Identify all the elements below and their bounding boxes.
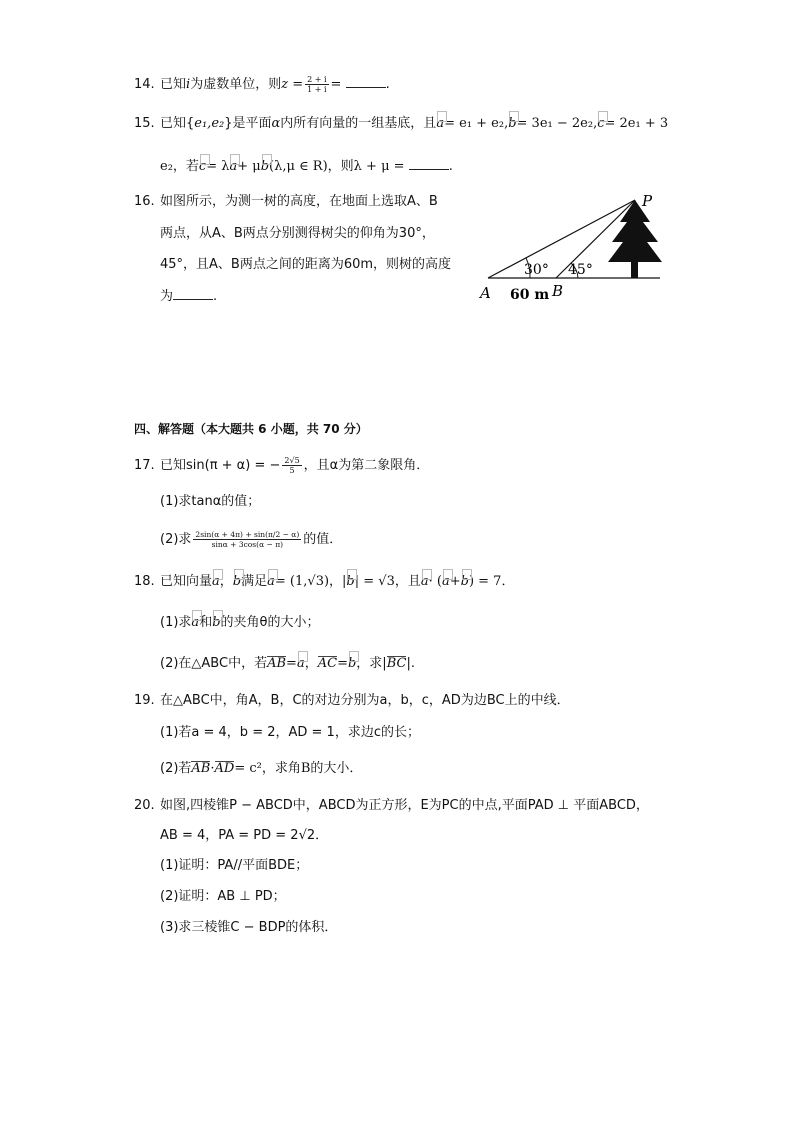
text: 在△ABC中，角A，B，C的对边分别为a，b，c，AD为边BC上的中线． [160,693,570,708]
math: = (1,√3)，| [274,574,347,589]
vector-a: a [191,613,199,633]
tree-icon [608,200,662,278]
text: 两点，从A、B两点分别测得树尖的仰角为30°， [160,226,435,241]
question-20-part3: (3)求三棱锥C − BDP的体积． [160,920,338,935]
vector-b: b [508,114,516,134]
question-number: 19. [134,693,155,708]
vector-c: c [597,114,604,134]
question-18-part1 [160,613,320,633]
question-20-part1: (1)证明：PA//平面BDE； [160,858,309,873]
text: |. [406,656,415,671]
math: = λ [206,159,230,174]
text: . [213,289,218,304]
text: 已知 [160,77,187,92]
math: (λ,μ ∈ R)，则 [269,159,354,174]
vector-ad: AD [214,761,235,776]
question-17-part2 [160,530,342,550]
text: 和 [199,615,213,630]
text: 为 [160,289,174,304]
angle-label-30: 30° [524,262,549,278]
question-number: 15. [134,116,155,131]
text: 满足 [241,574,268,589]
question-15-line2 [160,156,453,177]
question-15-line1 [134,114,668,134]
vector-b: b [461,572,469,592]
question-14 [134,74,390,95]
math: λ + μ = [353,159,405,174]
text: (1)求 [160,615,192,630]
math: = 2e₁ + 3 [604,116,669,131]
angle-label-45: 45° [568,262,593,278]
distance-label: 60 m [510,287,550,303]
math: = [292,77,304,92]
question-16-line4 [160,286,217,307]
answer-blank [346,74,386,88]
vector-a: a [297,654,305,674]
vector-a: a [212,572,220,592]
text: (2)若 [160,761,192,776]
label-p: P [642,192,653,210]
text: 的夹角θ的大小； [220,615,320,630]
text: ，且α为第二象限角． [303,458,430,473]
text: . [448,159,453,174]
question-number: 16. [134,194,155,209]
text: 的值． [303,532,343,547]
question-16-line1 [134,192,438,212]
tree-trunk [631,260,638,278]
text: e₂，若 [160,159,199,174]
text: . [385,77,390,92]
math: z [281,77,289,92]
text: 已知sin(π + α) = − [160,458,281,473]
vector-b: b [212,613,220,633]
question-17-part1: (1)求tanα的值； [160,494,261,509]
vector-a: a [421,572,429,592]
math: = [330,77,342,92]
tree-crown [608,200,662,262]
fraction [193,530,301,549]
vector-b: b [261,157,269,177]
text: (2)求 [160,532,192,547]
text: 已知{ [160,116,195,131]
question-20-part2: (2)证明：AB ⊥ PD； [160,889,286,904]
section-heading: 四、解答题（本大题共 6 小题，共 70 分） [134,422,368,436]
math: ) = 7． [468,574,515,589]
vector-a: a [267,572,275,592]
math: = c²，求角B的大小． [234,761,363,776]
math: i [186,77,191,92]
vector-b: b [348,654,356,674]
numerator: 2√5 [284,456,300,465]
math: e₁,e₂ [194,116,225,131]
math: = e₁ + e₂, [444,116,509,131]
text: }是平面 [224,116,272,131]
fraction [305,75,328,94]
vector-ab: AB [191,761,211,776]
question-18-part2 [160,654,415,674]
question-number: 14. [134,77,155,92]
question-19 [134,691,570,711]
vector-bc: BC [386,656,407,671]
vector-ab: AB [267,656,287,671]
math: | = √3，且 [354,574,421,589]
text: (2)在△ABC中，若 [160,656,268,671]
text: ，求| [356,656,387,671]
question-16-line3 [160,255,451,275]
math: α [271,116,281,131]
text: 如图,四棱锥P − ABCD中，ABCD为正方形，E为PC的中点,平面PAD ⊥ 平面ABCD， [160,798,649,813]
numerator: 2sin(α + 4π) + sin(π/2 − α) [195,530,300,539]
question-20-line1 [134,796,649,816]
denominator: 1 + i [307,85,327,94]
question-19-part2 [160,759,362,779]
label-a: A [480,284,491,302]
question-18: 18. 已知向量a，b满足a= (1,√3)，|b| = √3，且a· (a+b) = 7． [134,572,514,592]
sight-line-a [488,200,635,278]
question-number: 17. [134,458,155,473]
math: = [286,656,297,671]
question-number: 18. [134,574,155,589]
math: = 3e₁ − 2e₂, [516,116,598,131]
vector-b: b [233,572,241,592]
text: 为虚数单位，则 [190,77,282,92]
math: + [449,574,461,589]
text: 内所有向量的一组基底，且 [280,116,437,131]
text: 如图所示，为测一树的高度，在地面上选取A、B [160,194,438,209]
question-20-line2: AB = 4，PA = PD = 2√2． [160,828,329,843]
question-19-part1: (1)若a = 4，b = 2，AD = 1，求边c的长； [160,725,420,740]
math: + μ [237,159,261,174]
vector-c: c [199,157,206,177]
numerator: 2 + i [307,75,327,84]
vector-ac: AC [317,656,338,671]
label-b: B [552,282,564,300]
answer-blank [409,156,449,170]
fraction [282,456,301,475]
vector-a: a [436,114,444,134]
text: 45°，且A、B两点之间的距离为60m，则树的高度 [160,257,452,272]
math: · ( [428,574,442,589]
math: = [337,656,348,671]
text: ， [304,656,318,671]
question-16-line2 [160,224,435,244]
text: 已知向量 [160,574,213,589]
tree-height-figure [470,186,670,306]
math: · [210,761,215,776]
vector-a: a [442,572,450,592]
vector-a: a [229,157,237,177]
denominator: sinα + 3cos(α − π) [211,540,284,549]
question-17 [134,456,429,476]
question-number: 20. [134,798,155,813]
vector-b: b [346,572,354,592]
denominator: 5 [289,466,295,475]
answer-blank [173,286,213,300]
